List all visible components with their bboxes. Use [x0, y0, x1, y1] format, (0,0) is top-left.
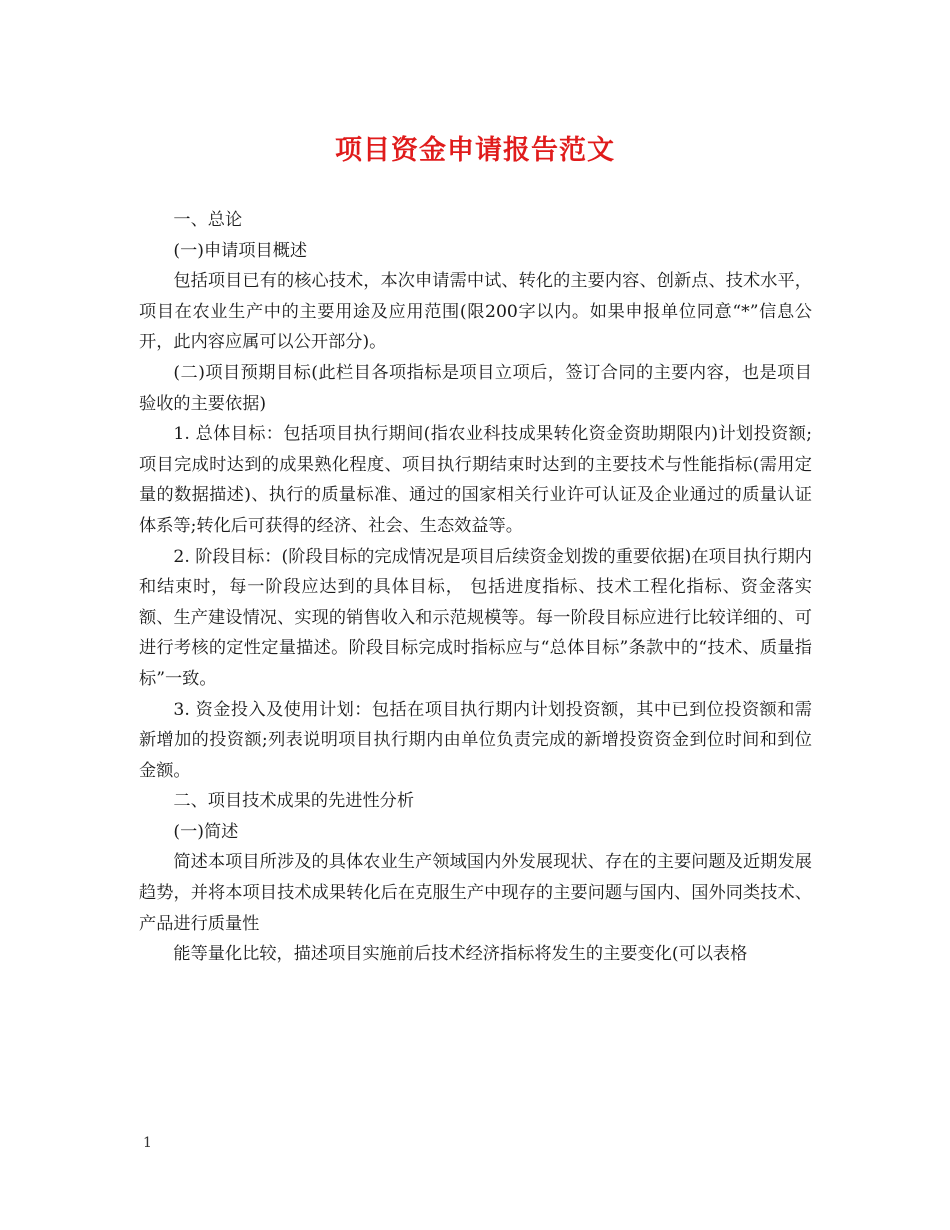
paragraph-stage-goal: 2. 阶段目标：(阶段目标的完成情况是项目后续资金划拨的重要依据)在项目执行期内和结束时，每一阶段应达到的具体目标， 包括进度指标、技术工程化指标、资金落实额、生产建设情况、实现的销售收入和示范规模等。每一阶段目标应进行比较详细的、可进行考核的定性定量描述。阶段目标完成时指标应与“总体目标”条款中的“技术、质量指标”一致。: [139, 546, 812, 689]
section-heading-advancement: 二、项目技术成果的先进性分析: [173, 791, 415, 812]
paragraph-comparison: 能等量化比较，描述项目实施前后技术经济指标将发生的主要变化(可以表格: [173, 944, 748, 965]
document-body: [139, 205, 812, 970]
paragraph-overall-goal: 1. 总体目标：包括项目执行期间(指农业科技成果转化资金资助期限内)计划投资额;项目完成时达到的成果熟化程度、项目执行期结束时达到的主要技术与性能指标(需用定量的数据描述)、执行的质量标准、通过的国家相关行业许可认证及企业通过的质量认证体系等;转化后可获得的经济、社会、生态效益等。: [139, 424, 812, 536]
page-number: 1: [143, 1135, 152, 1151]
document-title: 项目资金申请报告范文: [335, 135, 615, 166]
subsection-heading-overview: (一)申请项目概述: [173, 240, 308, 261]
paragraph-funding-plan: 3. 资金投入及使用计划：包括在项目执行期内计划投资额，其中已到位投资额和需新增加的投资额;列表说明项目执行期内由单位负责完成的新增投资资金到位时间和到位金额。: [139, 699, 812, 781]
subsection-heading-goals: (二)项目预期目标(此栏目各项指标是项目立项后，签订合同的主要内容，也是项目验收的主要依据): [139, 362, 812, 414]
paragraph-summary: 简述本项目所涉及的具体农业生产领域国内外发展现状、存在的主要问题及近期发展趋势，并将本项目技术成果转化后在克服生产中现存的主要问题与国内、国外同类技术、产品进行质量性: [139, 852, 812, 934]
subsection-heading-summary: (一)简述: [173, 821, 239, 842]
paragraph-overview: 包括项目已有的核心技术，本次申请需中试、转化的主要内容、创新点、技术水平，项目在农业生产中的主要用途及应用范围(限200字以内。如果申报单位同意“*”信息公开，此内容应属可以公开部分)。: [139, 271, 812, 353]
section-heading-general: 一、总论: [173, 210, 243, 230]
